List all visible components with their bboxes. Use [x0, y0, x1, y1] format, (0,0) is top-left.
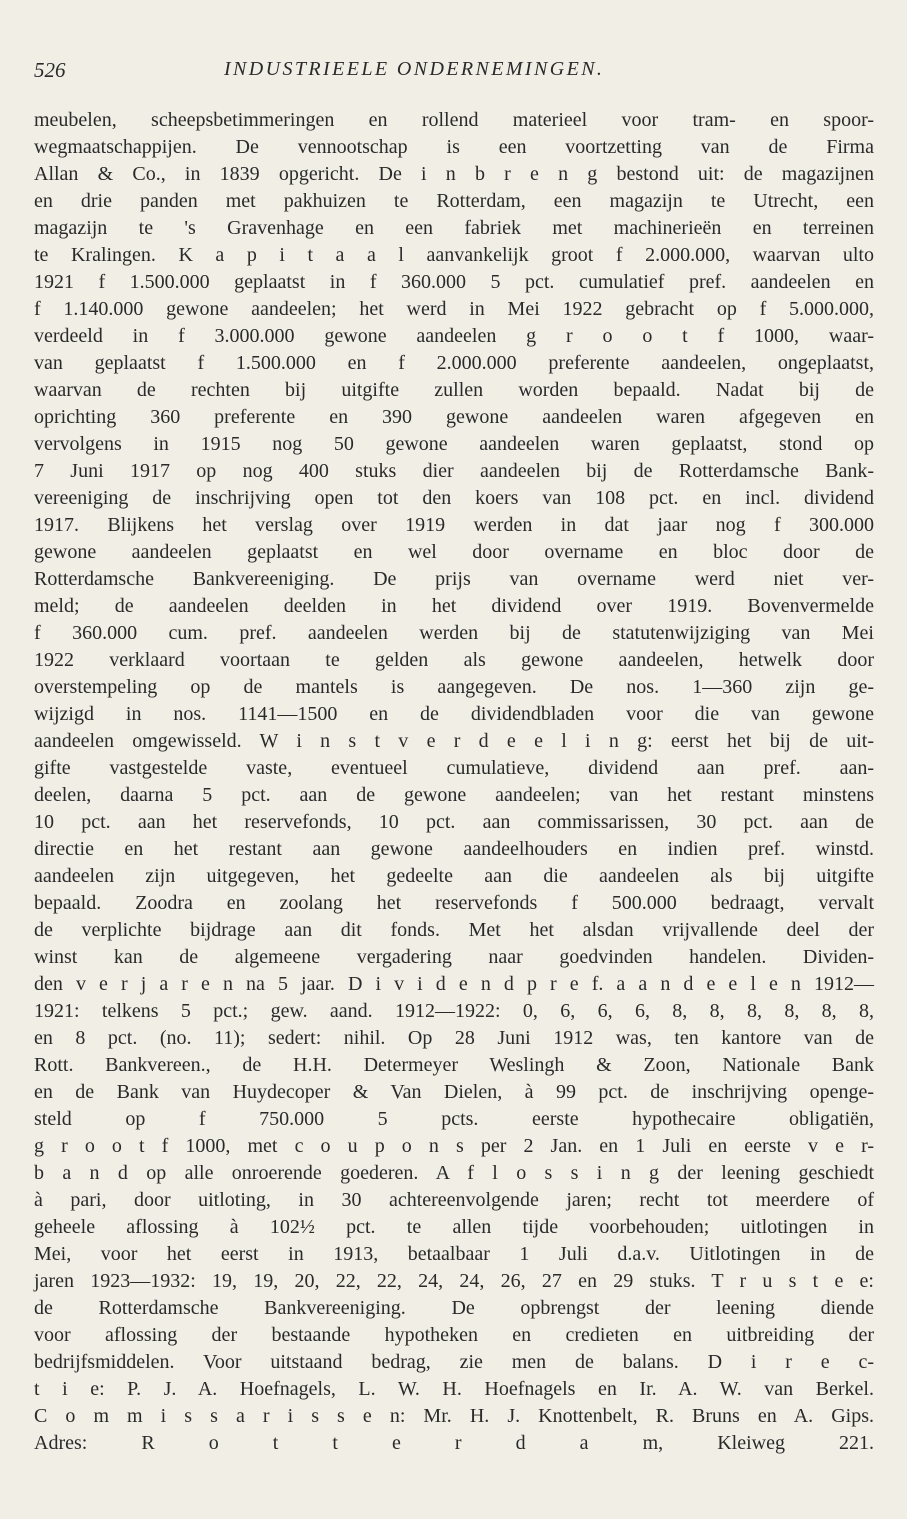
text-line: geheele aflossing à 102½ pct. te allen tijde voorbehouden; uitlotingen in: [34, 1216, 874, 1238]
text-line: Rott. Bankvereen., de H.H. Determeyer Weslingh & Zoon, Nationale Bank: [34, 1054, 874, 1076]
text-line: steld op f 750.000 5 pcts. eerste hypothecaire obligatiën,: [34, 1108, 874, 1130]
text-line: meld; de aandeelen deelden in het dividend over 1919. Bovenvermelde: [34, 595, 874, 617]
text-line: f 360.000 cum. pref. aandeelen werden bij de statutenwijziging van Mei: [34, 622, 874, 644]
text-line: gifte vastgestelde vaste, eventueel cumulatieve, dividend aan pref. aan-: [34, 757, 874, 779]
text-line: winst kan de algemeene vergadering naar goedvinden handelen. Dividen-: [34, 946, 874, 968]
text-line: 10 pct. aan het reservefonds, 10 pct. aan commissarissen, 30 pct. aan de: [34, 811, 874, 833]
text-line: Allan & Co., in 1839 opgericht. De i n b r e n g bestond uit: de magazijnen: [34, 163, 874, 185]
text-line: wijzigd in nos. 1141—1500 en de dividendbladen voor die van gewone: [34, 703, 874, 725]
text-line: de verplichte bijdrage aan dit fonds. Met het alsdan vrijvallende deel der: [34, 919, 874, 941]
text-line: en 8 pct. (no. 11); sedert: nihil. Op 28 Juni 1912 was, ten kantore van de: [34, 1027, 874, 1049]
page-header: [34, 58, 874, 88]
text-line: 1921: telkens 5 pct.; gew. aand. 1912—1922: 0, 6, 6, 6, 8, 8, 8, 8, 8, 8,: [34, 1000, 874, 1022]
text-line: gewone aandeelen geplaatst en wel door overname en bloc door de: [34, 541, 874, 563]
text-line: f 1.140.000 gewone aandeelen; het werd in Mei 1922 gebracht op f 5.000.000,: [34, 298, 874, 320]
text-line: 1917. Blijkens het verslag over 1919 werden in dat jaar nog f 300.000: [34, 514, 874, 536]
text-line: de Rotterdamsche Bankvereeniging. De opbrengst der leening diende: [34, 1297, 874, 1319]
running-title: INDUSTRIEELE ONDERNEMINGEN.: [224, 58, 605, 80]
text-line: wegmaatschappijen. De vennootschap is een voortzetting van de Firma: [34, 136, 874, 158]
text-line: t i e: P. J. A. Hoefnagels, L. W. H. Hoefnagels en Ir. A. W. van Berkel.: [34, 1378, 874, 1400]
text-line: b a n d op alle onroerende goederen. A f l o s s i n g der leening geschiedt: [34, 1162, 874, 1184]
text-line: [34, 1457, 874, 1484]
text-line: waarvan de rechten bij uitgifte zullen worden bepaald. Nadat bij de: [34, 379, 874, 401]
text-line: 1921 f 1.500.000 geplaatst in f 360.000 5 pct. cumulatief pref. aandeelen en: [34, 271, 874, 293]
body-text: [34, 107, 874, 1484]
text-line: verdeeld in f 3.000.000 gewone aandeelen g r o o t f 1000, waar-: [34, 325, 874, 347]
text-line: Adres: R o t t e r d a m, Kleiweg 221.: [34, 1432, 874, 1454]
text-line: oprichting 360 preferente en 390 gewone aandeelen waren afgegeven en: [34, 406, 874, 428]
text-line: 7 Juni 1917 op nog 400 stuks dier aandeelen bij de Rotterdamsche Bank-: [34, 460, 874, 482]
text-line: aandeelen omgewisseld. W i n s t v e r d e e l i n g: eerst het bij de uit-: [34, 730, 874, 752]
text-line: aandeelen zijn uitgegeven, het gedeelte aan die aandeelen als bij uitgifte: [34, 865, 874, 887]
text-line: van geplaatst f 1.500.000 en f 2.000.000 preferente aandeelen, ongeplaatst,: [34, 352, 874, 374]
text-line: C o m m i s s a r i s s e n: Mr. H. J. Knottenbelt, R. Bruns en A. Gips.: [34, 1405, 874, 1427]
text-line: vervolgens in 1915 nog 50 gewone aandeelen waren geplaatst, stond op: [34, 433, 874, 455]
text-line: bedrijfsmiddelen. Voor uitstaand bedrag, zie men de balans. D i r e c-: [34, 1351, 874, 1373]
text-line: bepaald. Zoodra en zoolang het reservefonds f 500.000 bedraagt, vervalt: [34, 892, 874, 914]
text-line: den v e r j a r e n na 5 jaar. D i v i d e n d p r e f. a a n d e e l e n 1912—: [34, 973, 874, 995]
text-line: magazijn te 's Gravenhage en een fabriek met machinerieën en terreinen: [34, 217, 874, 239]
text-line: te Kralingen. K a p i t a a l aanvankelijk groot f 2.000.000, waarvan ulto: [34, 244, 874, 266]
text-line: en drie panden met pakhuizen te Rotterdam, een magazijn te Utrecht, een: [34, 190, 874, 212]
page-number: 526: [34, 58, 66, 82]
text-line: deelen, daarna 5 pct. aan de gewone aandeelen; van het restant minstens: [34, 784, 874, 806]
text-line: meubelen, scheepsbetimmeringen en rollend materieel voor tram- en spoor-: [34, 109, 874, 131]
text-line: 1922 verklaard voortaan te gelden als gewone aandeelen, hetwelk door: [34, 649, 874, 671]
text-line: à pari, door uitloting, in 30 achtereenvolgende jaren; recht tot meerdere of: [34, 1189, 874, 1211]
text-line: Mei, voor het eerst in 1913, betaalbaar 1 Juli d.a.v. Uitlotingen in de: [34, 1243, 874, 1265]
text-line: vereeniging de inschrijving open tot den koers van 108 pct. en incl. dividend: [34, 487, 874, 509]
text-line: overstempeling op de mantels is aangegeven. De nos. 1—360 zijn ge-: [34, 676, 874, 698]
text-line: jaren 1923—1932: 19, 19, 20, 22, 22, 24, 24, 26, 27 en 29 stuks. T r u s t e e:: [34, 1270, 874, 1292]
text-line: Rotterdamsche Bankvereeniging. De prijs van overname werd niet ver-: [34, 568, 874, 590]
text-line: voor aflossing der bestaande hypotheken en credieten en uitbreiding der: [34, 1324, 874, 1346]
text-line: g r o o t f 1000, met c o u p o n s per 2 Jan. en 1 Juli en eerste v e r-: [34, 1135, 874, 1157]
text-line: directie en het restant aan gewone aandeelhouders en indien pref. winstd.: [34, 838, 874, 860]
text-line: en de Bank van Huydecoper & Van Dielen, à 99 pct. de inschrijving openge-: [34, 1081, 874, 1103]
